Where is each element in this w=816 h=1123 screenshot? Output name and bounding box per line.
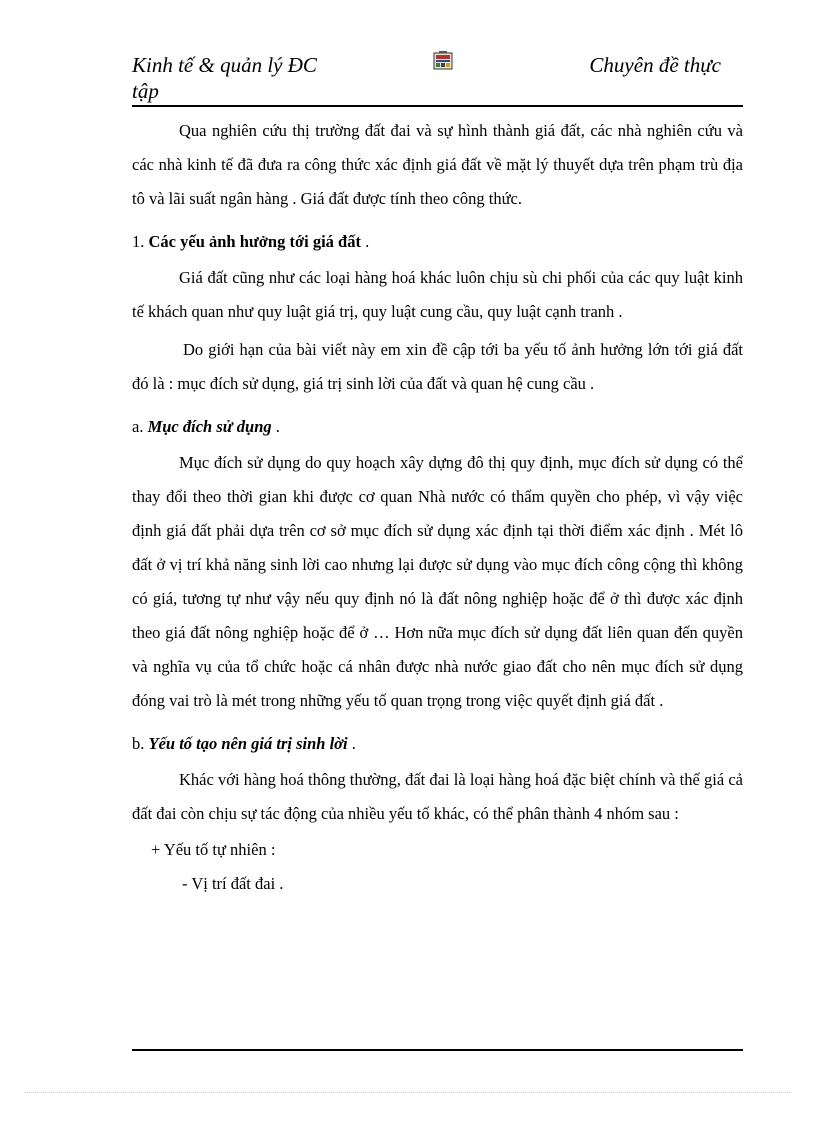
- paragraph: Khác với hàng hoá thông thường, đất đai là loại hàng hoá đặc biệt chính và thế giá cả đất đai còn chịu sự tác động của nhiều yếu tố khác, có thể phân thành 4 nhóm sau :: [132, 770, 743, 823]
- footer-rule: [132, 1049, 743, 1051]
- section-number: 1.: [132, 232, 145, 251]
- section-title: Các yếu ảnh hưởng tới giá đất: [148, 232, 361, 251]
- page-body: [132, 114, 743, 901]
- paragraph: Mục đích sử dụng do quy hoạch xây dựng đô thị quy định, mục đích sử dụng có thể thay đổi theo thời gian khi được cơ quan Nhà nước có thẩm quyền cho phép, vì vậy việc định giá đất phải dựa trên cơ sở mục đích sử dụng xác định tại thời điểm xác định . Mét lô đất ở vị trí khả năng sinh lời cao nhưng lại được sử dụng vào mục đích công cộng thì không có giá, tương tự như vậy nếu quy định nó là đất nông nghiệp hoặc để ở thì được xác định theo giá đất nông nghiệp hoặc để ở … Hơn nữa mục đích sử dụng đất liên quan đến quyền và nghĩa vụ của tổ chức hoặc cá nhân được nhà nước giao đất cho nên mục đích sử dụng đóng vai trò là mét trong những yếu tố quan trọng trong việc quyết định giá đất .: [132, 453, 743, 710]
- list-item: + Yếu tố tự nhiên :: [151, 840, 276, 859]
- section-heading-a: [132, 410, 743, 444]
- header-left-line1: Kinh tế & quản lý ĐC: [132, 53, 317, 77]
- section-heading-b: [132, 727, 743, 761]
- section-title-suffix: .: [360, 232, 370, 251]
- intro-paragraph: Qua nghiên cứu thị trường đất đai và sự hình thành giá đất, các nhà nghiên cứu và các nhà kinh tế đã đưa ra công thức xác định giá đất về mặt lý thuyết dựa trên phạm trù địa tô và lãi suất ngân hàng . Giá đất được tính theo công thức.: [132, 121, 743, 208]
- document-logo-icon: [432, 50, 454, 72]
- paragraph: Do giới hạn của bài viết này em xin đề cập tới ba yếu tố ảnh hưởng lớn tới giá đất đó là : mục đích sử dụng, giá trị sinh lời của đất và quan hệ cung cầu .: [132, 340, 743, 393]
- header-left-line2: tập: [132, 79, 159, 103]
- section-heading-1: [132, 225, 743, 259]
- header-rule: [132, 105, 743, 107]
- section-number: a.: [132, 417, 144, 436]
- section-title-suffix: .: [271, 417, 280, 436]
- section-number: b.: [132, 734, 145, 753]
- page-header: [132, 50, 743, 106]
- section-title: Yếu tố tạo nên giá trị sinh lời: [148, 734, 348, 753]
- header-right: Chuyên đề thực: [589, 53, 721, 77]
- section-title-suffix: .: [347, 734, 356, 753]
- page-boundary: [24, 1092, 792, 1093]
- section-title: Mục đích sử dụng: [147, 417, 272, 436]
- paragraph: Giá đất cũng như các loại hàng hoá khác luôn chịu sù chi phối của các quy luật kinh tế khách quan như quy luật giá trị, quy luật cung cầu, quy luật cạnh tranh .: [132, 268, 743, 321]
- list-item: - Vị trí đất đai .: [182, 874, 284, 893]
- header-left: [132, 52, 372, 104]
